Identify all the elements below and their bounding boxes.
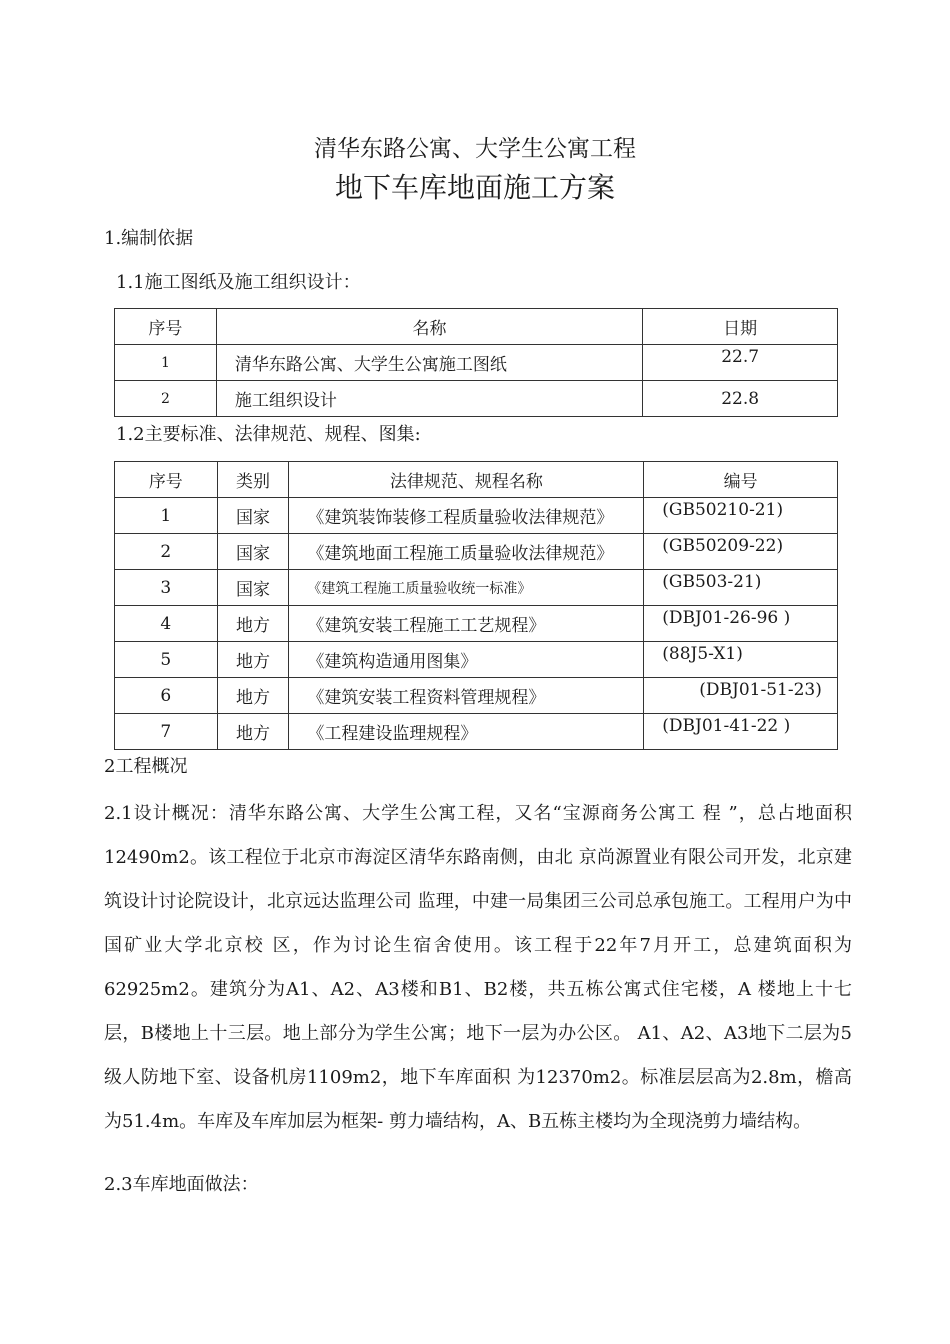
cell-index: 1: [115, 498, 218, 534]
cell-name: 《建筑构造通用图集》: [289, 642, 644, 678]
header-name: 法律规范、规程名称: [289, 462, 644, 498]
table-row: [115, 714, 838, 750]
table-row: [115, 678, 838, 714]
cell-name: 《建筑工程施工质量验收统一标准》: [289, 570, 644, 606]
table-row: [115, 534, 838, 570]
cell-category: 地方: [217, 642, 289, 678]
cell-name: 《建筑地面工程施工质量验收法律规范》: [289, 534, 644, 570]
design-overview-paragraph: 2.1设计概况：清华东路公寓、大学生公寓工程，又名“宝源商务公寓工 程 ”，总占地面积12490m2。该工程位于北京市海淀区清华东路南侧，由北 京尚源置业有限公司开发，北京建筑设计讨论院设计，北京远达监理公司 监理，中建一局集团三公司总承包施工。工程用户为中国矿业大学北京校 区，作为讨论生宿舍使用。该工程于22年7月开工，总建筑面积为 62925m2。建筑分为A1、A2、A3楼和B1、B2楼，共五栋公寓式住宅楼，A 楼地上十七层，B楼地上十三层。地上部分为学生公寓；地下一层为办公区。 A1、A2、A3地下二层为5级人防地下室、设备机房1109m2，地下车库面积 为12370m2。标准层层高为2.8m，檐高为51.4m。车库及车库加层为框架- 剪力墙结构，A、B五栋主楼均为全现浇剪力墙结构。: [104, 803, 852, 1132]
document-title: 清华东路公寓、大学生公寓工程: [314, 136, 636, 162]
cell-category: 地方: [217, 606, 289, 642]
section-heading-2: 2工程概况: [104, 756, 188, 777]
table-header-row: [115, 462, 838, 498]
cell-category: 国家: [217, 498, 289, 534]
cell-category: 国家: [217, 534, 289, 570]
table-row: [115, 606, 838, 642]
document-subtitle: 地下车库地面施工方案: [334, 171, 615, 204]
cell-code: (GB503-21): [644, 570, 838, 606]
cell-name: 施工组织设计: [216, 381, 642, 417]
cell-index: 6: [115, 678, 218, 714]
cell-date: 22.8: [643, 381, 838, 417]
standards-table: [114, 461, 838, 750]
cell-name: 《建筑装饰装修工程质量验收法律规范》: [289, 498, 644, 534]
cell-date: 22.7: [643, 345, 838, 381]
cell-index: 4: [115, 606, 218, 642]
cell-code: (DBJ01-51-23): [644, 678, 838, 714]
header-name: 名称: [216, 309, 642, 345]
header-category: 类别: [217, 462, 289, 498]
cell-index: 7: [115, 714, 218, 750]
section-heading-1: 1.编制依据: [104, 228, 194, 249]
cell-code: (GB50209-22): [644, 534, 838, 570]
table-header-row: [115, 309, 838, 345]
cell-index: 5: [115, 642, 218, 678]
header-index: 序号: [115, 309, 217, 345]
table-row: [115, 570, 838, 606]
cell-name: 《建筑安装工程施工工艺规程》: [289, 606, 644, 642]
cell-category: 地方: [217, 714, 289, 750]
cell-category: 国家: [217, 570, 289, 606]
section-heading-1-1: 1.1施工图纸及施工组织设计：: [116, 272, 361, 293]
cell-code: (GB50210-21): [644, 498, 838, 534]
cell-index: 3: [115, 570, 218, 606]
table-row: [115, 498, 838, 534]
cell-index: 1: [115, 345, 217, 381]
cell-index: 2: [115, 381, 217, 417]
drawings-table: [114, 308, 838, 417]
cell-code: (88J5-X1): [644, 642, 838, 678]
cell-index: 2: [115, 534, 218, 570]
table-row: [115, 381, 838, 417]
cell-name: 《工程建设监理规程》: [289, 714, 644, 750]
cell-category: 地方: [217, 678, 289, 714]
cell-code: (DBJ01-41-22 ): [644, 714, 838, 750]
table-row: [115, 345, 838, 381]
cell-name: 《建筑安装工程资料管理规程》: [289, 678, 644, 714]
section-heading-2-3: 2.3车库地面做法：: [104, 1174, 259, 1195]
header-date: 日期: [643, 309, 838, 345]
header-code: 编号: [644, 462, 838, 498]
header-index: 序号: [115, 462, 218, 498]
cell-code: (DBJ01-26-96 ): [644, 606, 838, 642]
cell-name: 清华东路公寓、大学生公寓施工图纸: [216, 345, 642, 381]
section-heading-1-2: 1.2主要标准、法律规范、规程、图集:: [116, 424, 421, 445]
table-row: [115, 642, 838, 678]
